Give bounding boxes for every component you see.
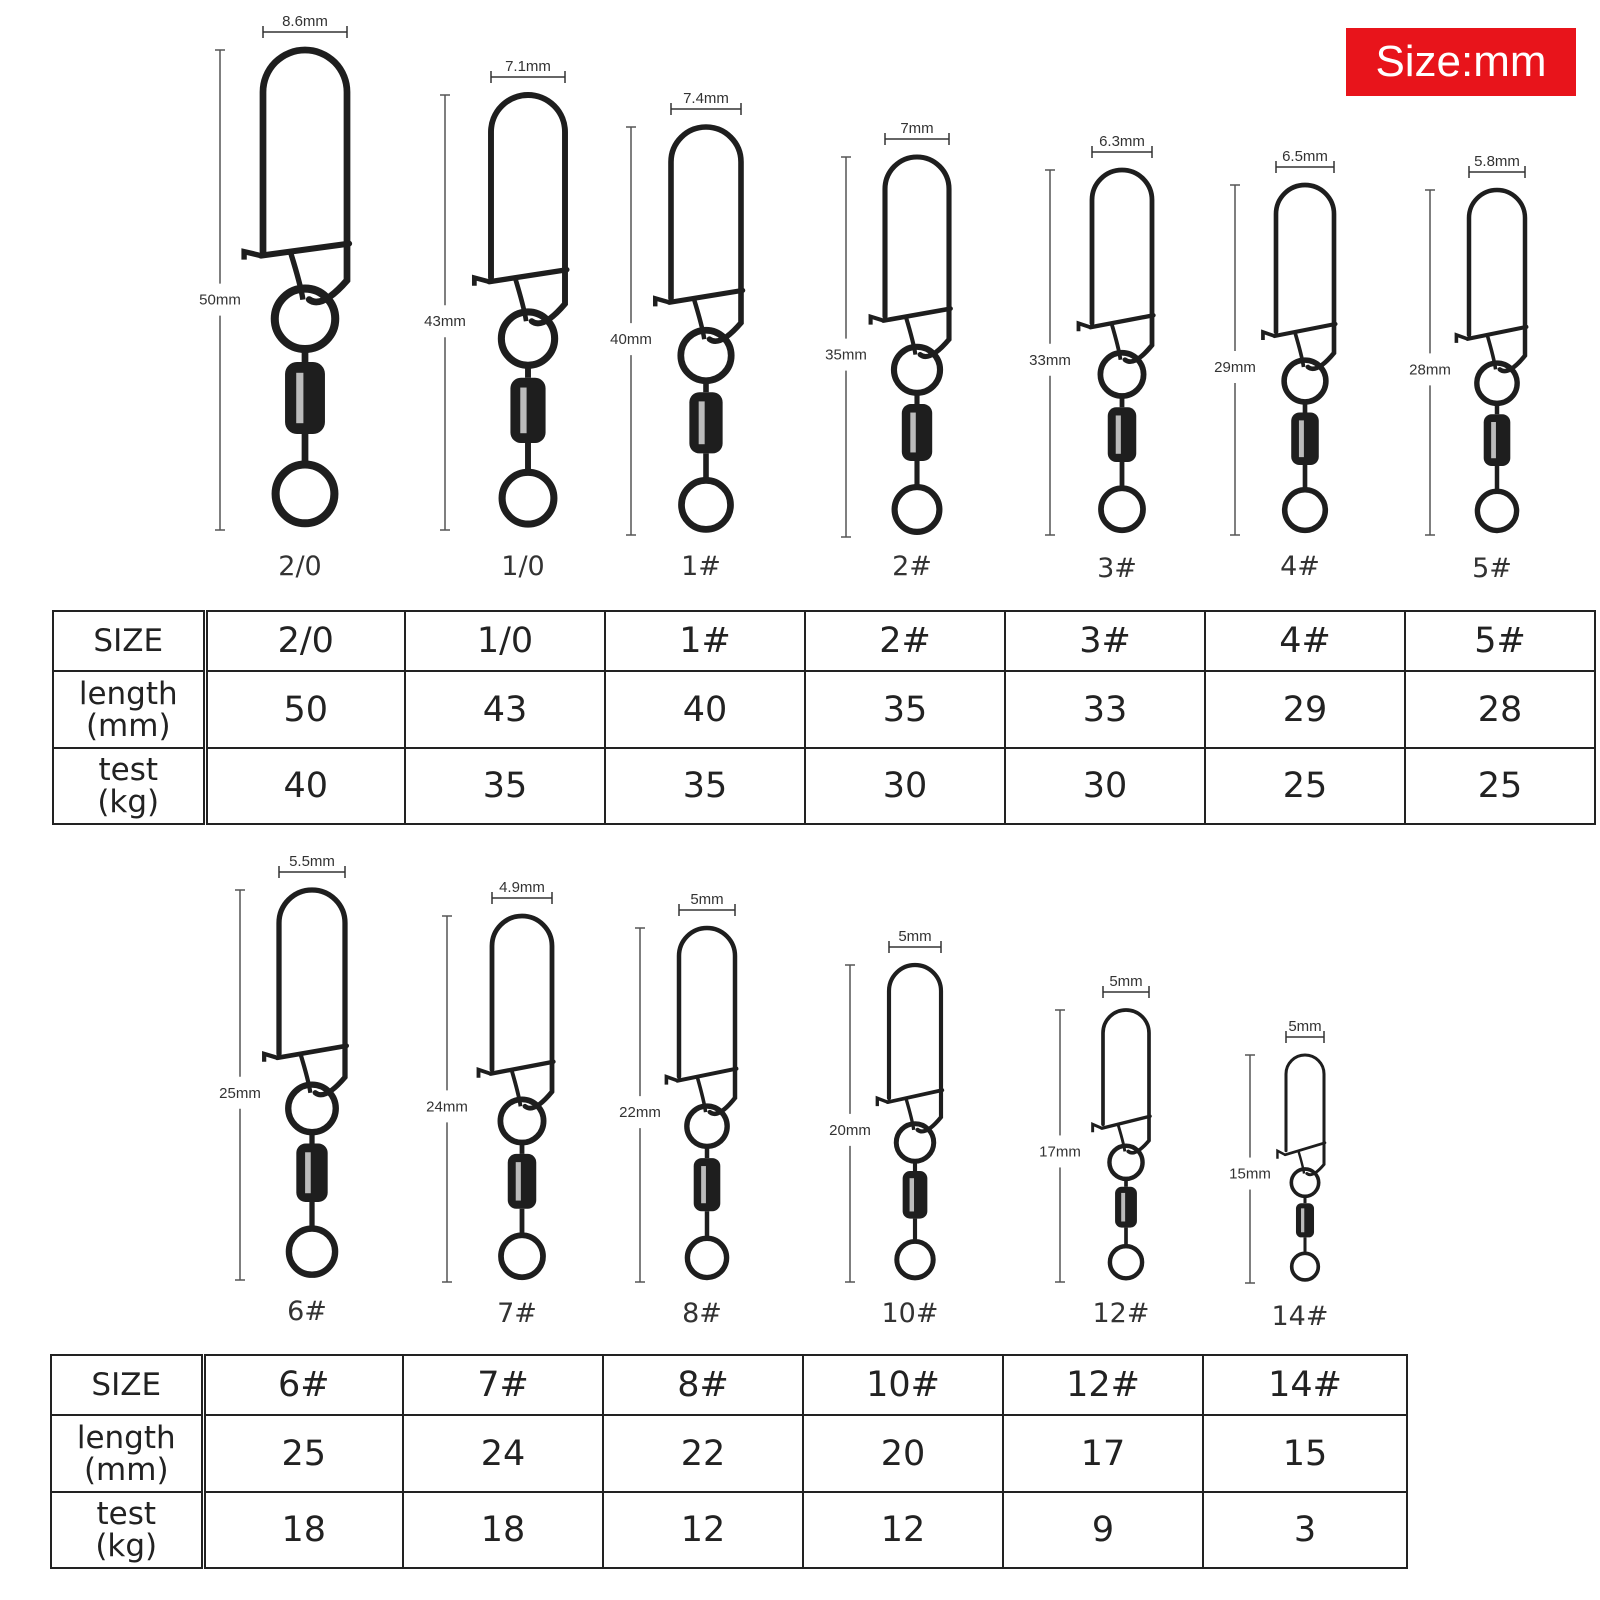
snap-wire — [279, 890, 345, 1095]
size-cell: 4# — [1205, 611, 1405, 671]
snap-wire — [1469, 190, 1525, 371]
length-cell: 33 — [1005, 671, 1205, 748]
snap-hook — [474, 278, 489, 286]
length-cell: 50 — [205, 671, 405, 748]
swivel-eye — [1292, 1253, 1319, 1280]
swivel-barrel — [1296, 1203, 1314, 1237]
swivel-barrel — [510, 378, 545, 443]
snap-wire — [492, 916, 552, 1108]
size-label: 7# — [497, 1298, 537, 1329]
size-cell: 8# — [603, 1355, 803, 1415]
snap-wire — [671, 127, 741, 341]
snap-swivel-icon — [610, 90, 743, 582]
snap-latch — [489, 270, 567, 282]
length-cell: 29 — [1205, 671, 1405, 748]
width-dimension-text: 5mm — [898, 928, 932, 945]
swivel-barrel — [508, 1154, 537, 1209]
length-header-line2: (mm) — [85, 707, 171, 744]
length-cell: 28 — [1405, 671, 1595, 748]
height-dimension-text: 25mm — [219, 1084, 261, 1102]
length-cell: 20 — [803, 1415, 1003, 1492]
snap-latch — [491, 1062, 554, 1074]
length-cell: 17 — [1003, 1415, 1203, 1492]
size-label: 8# — [682, 1298, 722, 1329]
swivel-eye — [895, 487, 940, 532]
width-dimension-text: 7mm — [900, 120, 934, 137]
width-dimension-text: 6.3mm — [1099, 133, 1145, 150]
snap-latch — [277, 1046, 346, 1058]
size-label: 10# — [881, 1298, 939, 1329]
swivel-barrel-highlight — [516, 1162, 521, 1200]
swivel-barrel-highlight — [305, 1152, 311, 1193]
snap-hook — [666, 1077, 677, 1085]
height-dimension-text: 15mm — [1229, 1165, 1271, 1183]
snap-hook — [479, 1070, 491, 1078]
snap-hook — [877, 1098, 887, 1106]
test-cell: 35 — [605, 748, 805, 824]
height-dimension-text: 43mm — [424, 313, 466, 331]
size-cell: 3# — [1005, 611, 1205, 671]
width-dimension-text: 7.4mm — [683, 90, 729, 107]
swivel-eye — [1285, 490, 1326, 531]
size-cell: 12# — [1003, 1355, 1203, 1415]
swivel-eye — [276, 464, 335, 523]
snap-wire — [263, 50, 347, 302]
size-label: 12# — [1092, 1298, 1150, 1329]
test-cell: 18 — [203, 1492, 403, 1568]
height-dimension-text: 20mm — [829, 1121, 871, 1139]
test-cell: 18 — [403, 1492, 603, 1568]
size-label: 1/0 — [501, 551, 545, 582]
size-label: 3# — [1097, 553, 1137, 584]
snap-hook — [264, 1054, 277, 1062]
length-header — [51, 1415, 203, 1492]
height-dimension-text: 33mm — [1029, 351, 1071, 369]
test-cell: 9 — [1003, 1492, 1203, 1568]
snap-hook — [1093, 1124, 1102, 1132]
test-header-line2: (kg) — [95, 1528, 158, 1564]
snap-latch — [1285, 1143, 1325, 1155]
swivel-barrel-highlight — [1301, 1208, 1304, 1232]
length-cell: 22 — [603, 1415, 803, 1492]
width-dimension-text: 7.1mm — [505, 58, 551, 75]
snap-swivel-icon — [426, 879, 553, 1329]
snap-swivel-icon — [199, 13, 349, 582]
snap-wire — [1103, 1010, 1149, 1153]
size-label: 2# — [892, 551, 932, 582]
snap-wire — [1092, 170, 1152, 362]
test-header-line1: test — [96, 1496, 157, 1532]
test-row — [53, 748, 1595, 824]
snap-hook — [1079, 323, 1091, 331]
snap-latch — [1275, 324, 1336, 336]
snap-wire — [1286, 1055, 1324, 1175]
swivel-eye — [1110, 1246, 1142, 1278]
length-cell: 40 — [605, 671, 805, 748]
length-cell: 35 — [805, 671, 1005, 748]
length-cell: 43 — [405, 671, 605, 748]
test-row — [51, 1492, 1407, 1568]
size-cell: 1# — [605, 611, 805, 671]
test-cell: 3 — [1203, 1492, 1407, 1568]
length-header-line2: (mm) — [83, 1451, 169, 1488]
width-dimension-text: 6.5mm — [1282, 148, 1328, 165]
width-dimension-text: 5.8mm — [1474, 153, 1520, 170]
width-dimension-text: 4.9mm — [499, 879, 545, 896]
snap-hook — [871, 317, 884, 325]
test-header-line2: (kg) — [97, 784, 160, 820]
length-cell: 24 — [403, 1415, 603, 1492]
swivel-eye — [1477, 491, 1516, 530]
swivel-barrel-highlight — [1116, 415, 1121, 453]
swivel-barrel — [1484, 414, 1511, 466]
swivel-barrel — [296, 1144, 327, 1203]
snap-swivel-icon — [619, 891, 736, 1329]
swivel-barrel-highlight — [701, 1166, 706, 1203]
size-row — [51, 1355, 1407, 1415]
snap-hook — [1277, 1151, 1285, 1159]
snap-hook — [1456, 335, 1467, 343]
swivel-barrel — [285, 362, 325, 434]
width-dimension-text: 5mm — [1109, 973, 1143, 990]
width-dimension-text: 5mm — [1288, 1018, 1322, 1035]
height-dimension-text: 22mm — [619, 1104, 661, 1122]
size-header: SIZE — [53, 611, 205, 671]
length-header-line1: length — [78, 675, 178, 712]
swivel-barrel — [694, 1158, 721, 1211]
swivel-barrel-highlight — [699, 401, 705, 444]
size-cell: 2/0 — [205, 611, 405, 671]
swivel-barrel-highlight — [1121, 1193, 1125, 1222]
snap-latch — [883, 309, 950, 321]
swivel-barrel — [903, 1171, 928, 1219]
swivel-eye — [682, 480, 731, 529]
size-cell: 1/0 — [405, 611, 605, 671]
spec-table-bottom — [50, 1354, 1408, 1569]
swivel-barrel-highlight — [520, 388, 526, 434]
snap-hook — [1263, 332, 1275, 340]
swivel-barrel-highlight — [910, 413, 915, 453]
swivel-barrel — [902, 404, 932, 461]
length-cell: 25 — [203, 1415, 403, 1492]
snap-hook — [655, 298, 669, 306]
length-cell: 15 — [1203, 1415, 1407, 1492]
size-label: 14# — [1271, 1301, 1329, 1332]
swivel-barrel-highlight — [1491, 422, 1496, 458]
snap-swivel-icon — [1409, 153, 1526, 584]
swivel-eye — [897, 1241, 933, 1277]
swivel-barrel — [1108, 407, 1137, 462]
test-cell: 30 — [1005, 748, 1205, 824]
size-label: 1# — [681, 551, 721, 582]
size-cell: 10# — [803, 1355, 1003, 1415]
snap-latch — [1102, 1116, 1150, 1128]
snap-latch — [261, 244, 349, 256]
swivel-eye — [501, 1235, 543, 1277]
snap-latch — [888, 1090, 943, 1102]
spec-table-top — [52, 610, 1596, 825]
snap-wire — [885, 157, 949, 357]
size-cell: 7# — [403, 1355, 603, 1415]
size-unit-badge: Size:mm — [1346, 28, 1576, 96]
test-cell: 25 — [1405, 748, 1595, 824]
snap-swivel-icon — [424, 58, 567, 582]
swivel-barrel — [1291, 413, 1319, 466]
swivel-barrel-highlight — [296, 373, 303, 423]
test-cell: 35 — [405, 748, 605, 824]
snap-swivel-icon — [1039, 973, 1150, 1329]
snap-swivel-icon — [829, 928, 942, 1329]
snap-swivel-icon — [825, 120, 950, 582]
height-dimension-text: 17mm — [1039, 1143, 1081, 1161]
test-cell: 12 — [803, 1492, 1003, 1568]
test-cell: 12 — [603, 1492, 803, 1568]
size-label: 4# — [1280, 551, 1320, 582]
width-dimension-text: 8.6mm — [282, 13, 328, 30]
snap-latch — [1468, 327, 1527, 339]
test-header — [51, 1492, 203, 1568]
swivel-eye — [289, 1229, 335, 1275]
size-label: 5# — [1472, 553, 1512, 584]
length-header-line1: length — [76, 1419, 176, 1456]
snap-swivel-icon — [1214, 148, 1335, 582]
size-row — [53, 611, 1595, 671]
swivel-barrel-highlight — [910, 1178, 914, 1211]
length-header — [53, 671, 205, 748]
swivel-barrel-highlight — [1299, 420, 1304, 457]
snap-wire — [679, 928, 735, 1114]
swivel-ring — [687, 1106, 727, 1146]
size-cell: 6# — [203, 1355, 403, 1415]
test-header — [53, 748, 205, 824]
swivel-eye — [502, 472, 554, 524]
size-cell: 2# — [805, 611, 1005, 671]
height-dimension-text: 35mm — [825, 346, 867, 364]
width-dimension-text: 5.5mm — [289, 853, 335, 870]
test-cell: 40 — [205, 748, 405, 824]
swivel-eye — [687, 1238, 726, 1277]
test-header-line1: test — [98, 752, 159, 788]
snap-wire — [1276, 185, 1334, 369]
width-dimension-text: 5mm — [690, 891, 724, 908]
height-dimension-text: 50mm — [199, 291, 241, 309]
snap-latch — [678, 1069, 737, 1081]
snap-swivel-icon — [1029, 133, 1153, 584]
height-dimension-text: 24mm — [426, 1098, 468, 1116]
swivel-barrel — [689, 392, 722, 453]
swivel-barrel — [1115, 1187, 1137, 1228]
height-dimension-text: 40mm — [610, 331, 652, 349]
test-cell: 25 — [1205, 748, 1405, 824]
test-cell: 30 — [805, 748, 1005, 824]
snap-swivel-icon — [1229, 1018, 1328, 1332]
height-dimension-text: 29mm — [1214, 359, 1256, 376]
snap-hook — [244, 252, 261, 260]
snap-swivel-icon — [219, 853, 346, 1327]
snap-latch — [1091, 315, 1154, 327]
swivel-eye — [1101, 488, 1143, 530]
size-cell: 5# — [1405, 611, 1595, 671]
size-header: SIZE — [51, 1355, 203, 1415]
snap-wire — [889, 965, 941, 1131]
size-label: 2/0 — [278, 551, 322, 582]
snap-wire — [491, 95, 565, 323]
snap-latch — [669, 290, 743, 302]
length-row — [51, 1415, 1407, 1492]
size-cell: 14# — [1203, 1355, 1407, 1415]
height-dimension-text: 28mm — [1409, 361, 1451, 379]
size-label: 6# — [287, 1296, 327, 1327]
length-row — [53, 671, 1595, 748]
